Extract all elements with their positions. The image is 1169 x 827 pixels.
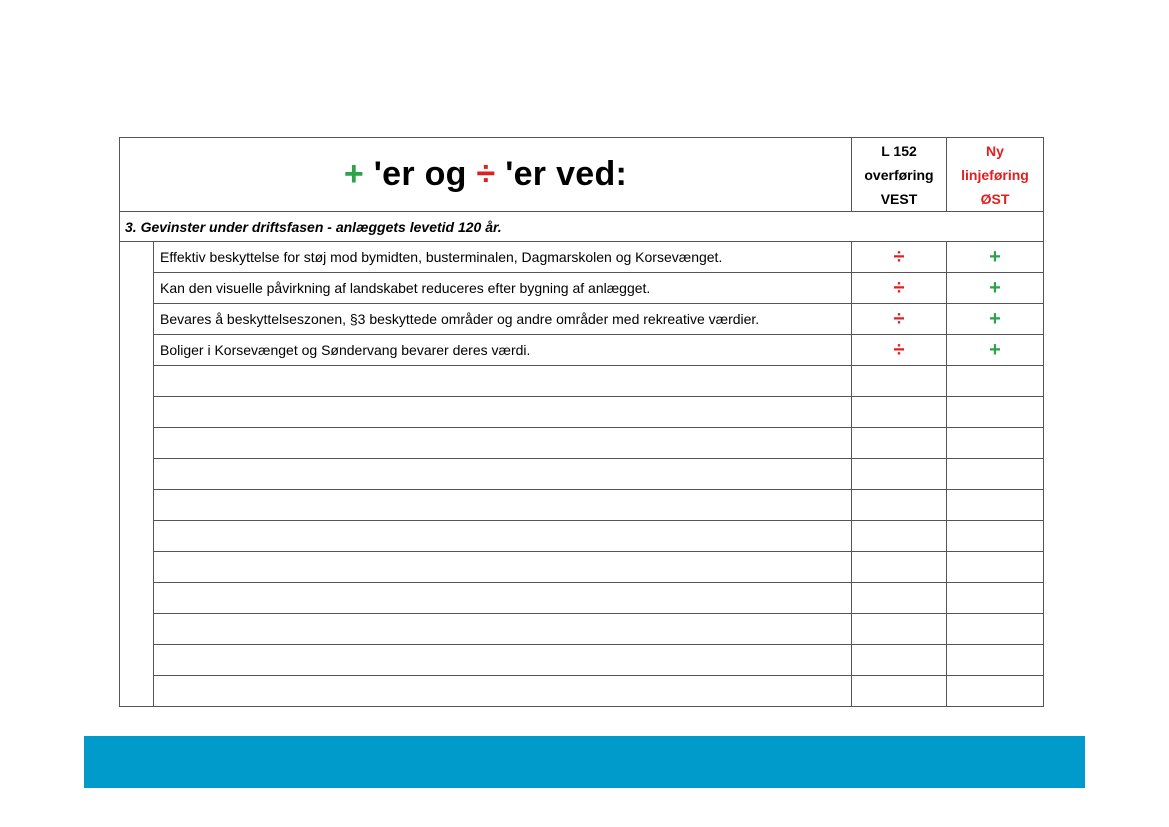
empty-row: [120, 614, 1044, 645]
section-title: 3. Gevinster under driftsfasen - anlæggets levetid 120 år.: [120, 212, 1044, 242]
footer-band: [84, 736, 1085, 788]
west-mark: ÷: [852, 335, 947, 366]
empty-row: [120, 645, 1044, 676]
table-row: [120, 242, 1044, 273]
east-mark: +: [947, 242, 1044, 273]
assessment-table: [119, 137, 1044, 707]
row-text: Kan den visuelle påvirkning af landskabet reduceres efter bygning af anlægget.: [154, 273, 852, 304]
table-title: [120, 138, 852, 212]
indent-column: [120, 242, 154, 707]
column-header-east: Ny linjeføring ØST: [947, 138, 1044, 212]
row-text: Bevares å beskyttelseszonen, §3 beskyttede områder og andre områder med rekreative værdier.: [154, 304, 852, 335]
empty-row: [120, 428, 1044, 459]
empty-row: [120, 459, 1044, 490]
table-row: [120, 335, 1044, 366]
empty-row: [120, 521, 1044, 552]
west-mark: ÷: [852, 242, 947, 273]
empty-row: [120, 366, 1044, 397]
column-header-west: L 152 overføring VEST: [852, 138, 947, 212]
divide-symbol: ÷: [476, 155, 496, 193]
empty-row: [120, 583, 1044, 614]
west-mark: ÷: [852, 273, 947, 304]
title-part-er-og: 'er og: [373, 155, 467, 193]
title-part-er-ved: 'er ved:: [505, 155, 628, 193]
empty-row: [120, 490, 1044, 521]
table-header-row: [120, 138, 1044, 212]
row-text: Boliger i Korsevænget og Søndervang bevarer deres værdi.: [154, 335, 852, 366]
empty-row: [120, 397, 1044, 428]
empty-row: [120, 552, 1044, 583]
section-row: [120, 212, 1044, 242]
east-mark: +: [947, 304, 1044, 335]
east-mark: +: [947, 335, 1044, 366]
plus-symbol: +: [343, 155, 364, 193]
row-text: Effektiv beskyttelse for støj mod bymidten, busterminalen, Dagmarskolen og Korsevænget.: [154, 242, 852, 273]
west-mark: ÷: [852, 304, 947, 335]
table-row: [120, 273, 1044, 304]
empty-row: [120, 676, 1044, 707]
east-mark: +: [947, 273, 1044, 304]
table-row: [120, 304, 1044, 335]
